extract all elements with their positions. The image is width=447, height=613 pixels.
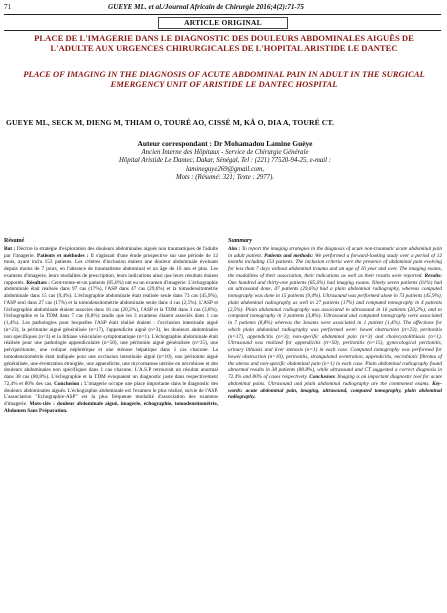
patients-methods-text: We performed a forward-looking study over a period of 12 months including 153 patients. The inclusion criteria were the presence of abdominal pain evolving for less than 7 days without abdominal trauma and an age of 16 year and over. The imaging exams, the modalities of their association, their indications as well as their results were reported.	[228, 252, 442, 279]
resume-body	[4, 246, 218, 415]
conclusion-text: L'imagerie occupe une place importante dans le diagnostic des douleurs abdominales aiguës. L'échographie abdominale est l'examen le plus réalisé, suivie de l'ASP. L'association "Echographie-ASP" est la plus fréquente modalité d'association des examens d'imagerie.	[4, 380, 218, 407]
keywords-label: Key-words:	[228, 380, 443, 394]
email-link[interactable]: lamineguye269@gmail.com,	[186, 165, 264, 173]
conclusion-en-text: Imaging is an important diagnostic tool for acute abdominal pains. Ultrasound and plain abdominal radiography are the commonest exams.	[228, 374, 443, 387]
summary-heading: Summary	[228, 238, 253, 244]
pm-text: Il s'agissait d'une étude prospective sur une période de 12 mois, ayant inclu 153 patients. Les critères d'inclusion étaient une douleur abdominale évoluant depuis moins de 7 jours, en l'absence de traumatisme abdominal et un âge de 16 ans et plus. Les examens d'imagerie, leurs modalités de prescription, leurs indications ainsi que leurs résultats étaient rapportés.	[4, 252, 219, 286]
article-type-box: ARTICLE ORIGINAL	[158, 17, 288, 29]
resultats-label: Résultats :	[26, 279, 51, 286]
aim-label: Aim :	[228, 245, 241, 252]
section-rule	[4, 30, 441, 31]
resume-heading: Résumé	[4, 238, 25, 244]
author-list: GUEYE ML, SECK M, DIENG M, THIAM O, TOURÉ AO, CISSÉ M, KÂ O, DIA A, TOURÉ CT.	[6, 118, 334, 127]
journal-citation: GUEYE ML. et al./Journal Africain de Chirurgie 2016;4(2):71-75	[108, 3, 304, 11]
results-text: One hundred and thirty-one patients (85,6%) had imaging exams. Ninety seven patients (61%) had an ultrasound done, 47 patients (29,6%) had a plain abdominal radiography, whereas computed tomography was done in 15 patients (9,4%). Ultrasound was performed alone in 73 patients (45,9%), plain abdominal radiography as well in 27 patients (17%) and computed tomography in 4 patients (2,5%). Plain abdominal radiography was associated to ultrasound in 16 patients (20,2%), and to computed tomography in 3 patients (3,8%). Ultrasound and computed tomography were associated in 7 patients (8,8%) whereas the 3exams were associated in 1 patient (1,4%). The affections for which plain abdominal radiography was performed were: bowel obstruction (n=23), peritonitis (n=17), appendicitis (n=3), non-specific abdominal pain (n=3) and cholecystolithiasis (n=1). Ultrasound was realized for appendicitis (n=50), peritonitis (n=15), gynecological peritonitis, urinary lithiasis and liver stenosis (n=1) in each case. Computed tomography was performed for bowel obstruction (n=10), peritonitis, strangulated eventration, appendicitis, necrobiotic fibroma of the uterus and non-specific abdominal pain (n=1) in each case. Plain abdominal radiography found abnormal results in 38 patients (80.8%), while ultrasound and CT suggested a correct diagnosis in 72.4% and 80% of cases respectively.	[228, 279, 442, 380]
title-english: PLACE OF IMAGING IN THE DIAGNOSIS OF ACUTE ABDOMINAL PAIN IN ADULT IN THE SURGICAL EMERGENCY UNIT OF ARISTIDE LE DANTEC HOSPITAL	[23, 69, 425, 90]
pm-label: Patients et méthodes :	[36, 252, 89, 259]
address-line: Hôpital Aristide Le Dantec, Dakar, Sénégal, Tel : (221) 77520-94-25, e-mail :	[119, 157, 331, 165]
summary-body	[228, 246, 442, 401]
keywords-text: acute abdominal pain, imaging, ultrasound, computed tomography, plain abdominal radiography.	[228, 387, 443, 401]
title-french: PLACE DE L'IMAGERIE DANS LE DIAGNOSTIC DES DOULEURS ABDOMINALES AIGUËS DE L'ADULTE AUX URGENCES CHIRURGICALES DE L'HOPITAL ARISTIDE LE DANTEC	[34, 33, 414, 54]
resultats-text: Cent-trente-et-un patients (85,6%) ont eu un examen d'imagerie. L'échographie abdominale était réalisée dans 97 cas (17%), l'ASP dans 47 cas (29,6%) et la tomodensitométrie abdominale dans 15 cas (9,4%). L'échographie abdominale était réalisée seule dans 73 cas (45,9%), l'ASP seul dans 27 cas (17%) et la tomodensitométrie abdominale seule dans 4 cas (2,5%). L'ASP et l'échographie abdominale étaient associés dans 16 cas (20,2%), l'ASP et la TDM dans 3 cas (3,8%), l'échographie et la TDM dans 7 cas (8,8%) tandis que les 3 examens étaient associés dans 1 cas (1,4%). Les pathologies pour lesquelles l'ASP était réalisé étaient : l'occlusion intestinale aiguë (n=23), la péritonite aiguë généralisée (n=17), l'appendicite aiguë (n=3), les douleurs abdominales non spécifiques (n=3) et la lithiase vésiculaire symptomatique (n=1). L'échographie abdominale était réalisée pour une pathologie appendiculaire (n=50), une péritonite aiguë généralisée (n=15), une pelvipéritonite, une colique néphrétique et une sténose hépatique dans 1 cas chacune. La tomodensitométrie était indiquée pour une occlusion intestinale aiguë (n=10), une péritonite aiguë généralisée, une éventration étranglée, une appendicite, une mycomatose utérine en nécrobiose et des douleurs abdominales non spécifiques dans 1 cas chacune. L'A.S.P retrouvait un résultat anormal dans 38 cas (80,8%). L'échographie et la TDM évoquaient un diagnostic juste dans respectivement 72,4% et 80% des cas.	[4, 279, 219, 387]
mots-cles-text: douleur abdominale aiguë, imagerie, échographie, tomodensitométrie, Abdomen Sans Préparation.	[4, 401, 219, 414]
resume-column	[4, 238, 218, 415]
header-rule	[4, 14, 441, 15]
word-count: Mots : (Résumé: 321; Texte : 2977).	[175, 174, 275, 182]
affiliation-line: Ancien Interne des Hôpitaux - Service de Chirurgie Générale	[141, 148, 309, 156]
patients-methods-label: Patients and methods:	[264, 252, 314, 259]
but-text: Décrire la stratégie d'exploration des douleurs abdominales aiguës non traumatiques de l'adulte par l'imagerie.	[4, 245, 218, 259]
conclusion-label: Conclusion :	[54, 380, 83, 387]
summary-column	[228, 238, 442, 401]
correspondence-block	[60, 140, 390, 183]
aim-text: To report the imaging strategies in the diagnosis of acute non-traumatic acute abdominal pain in adult patient.	[228, 245, 443, 259]
corresponding-author: Auteur correspondant : Dr Mohamadou Lamine Guèye	[137, 139, 313, 148]
results-label: Results:	[424, 272, 443, 279]
but-label: But :	[4, 245, 16, 252]
running-header	[4, 3, 441, 14]
conclusion-en-label: Conclusion:	[309, 374, 336, 380]
page-number: 71	[4, 3, 12, 11]
mots-cles-label: Mots-clés :	[29, 401, 55, 407]
